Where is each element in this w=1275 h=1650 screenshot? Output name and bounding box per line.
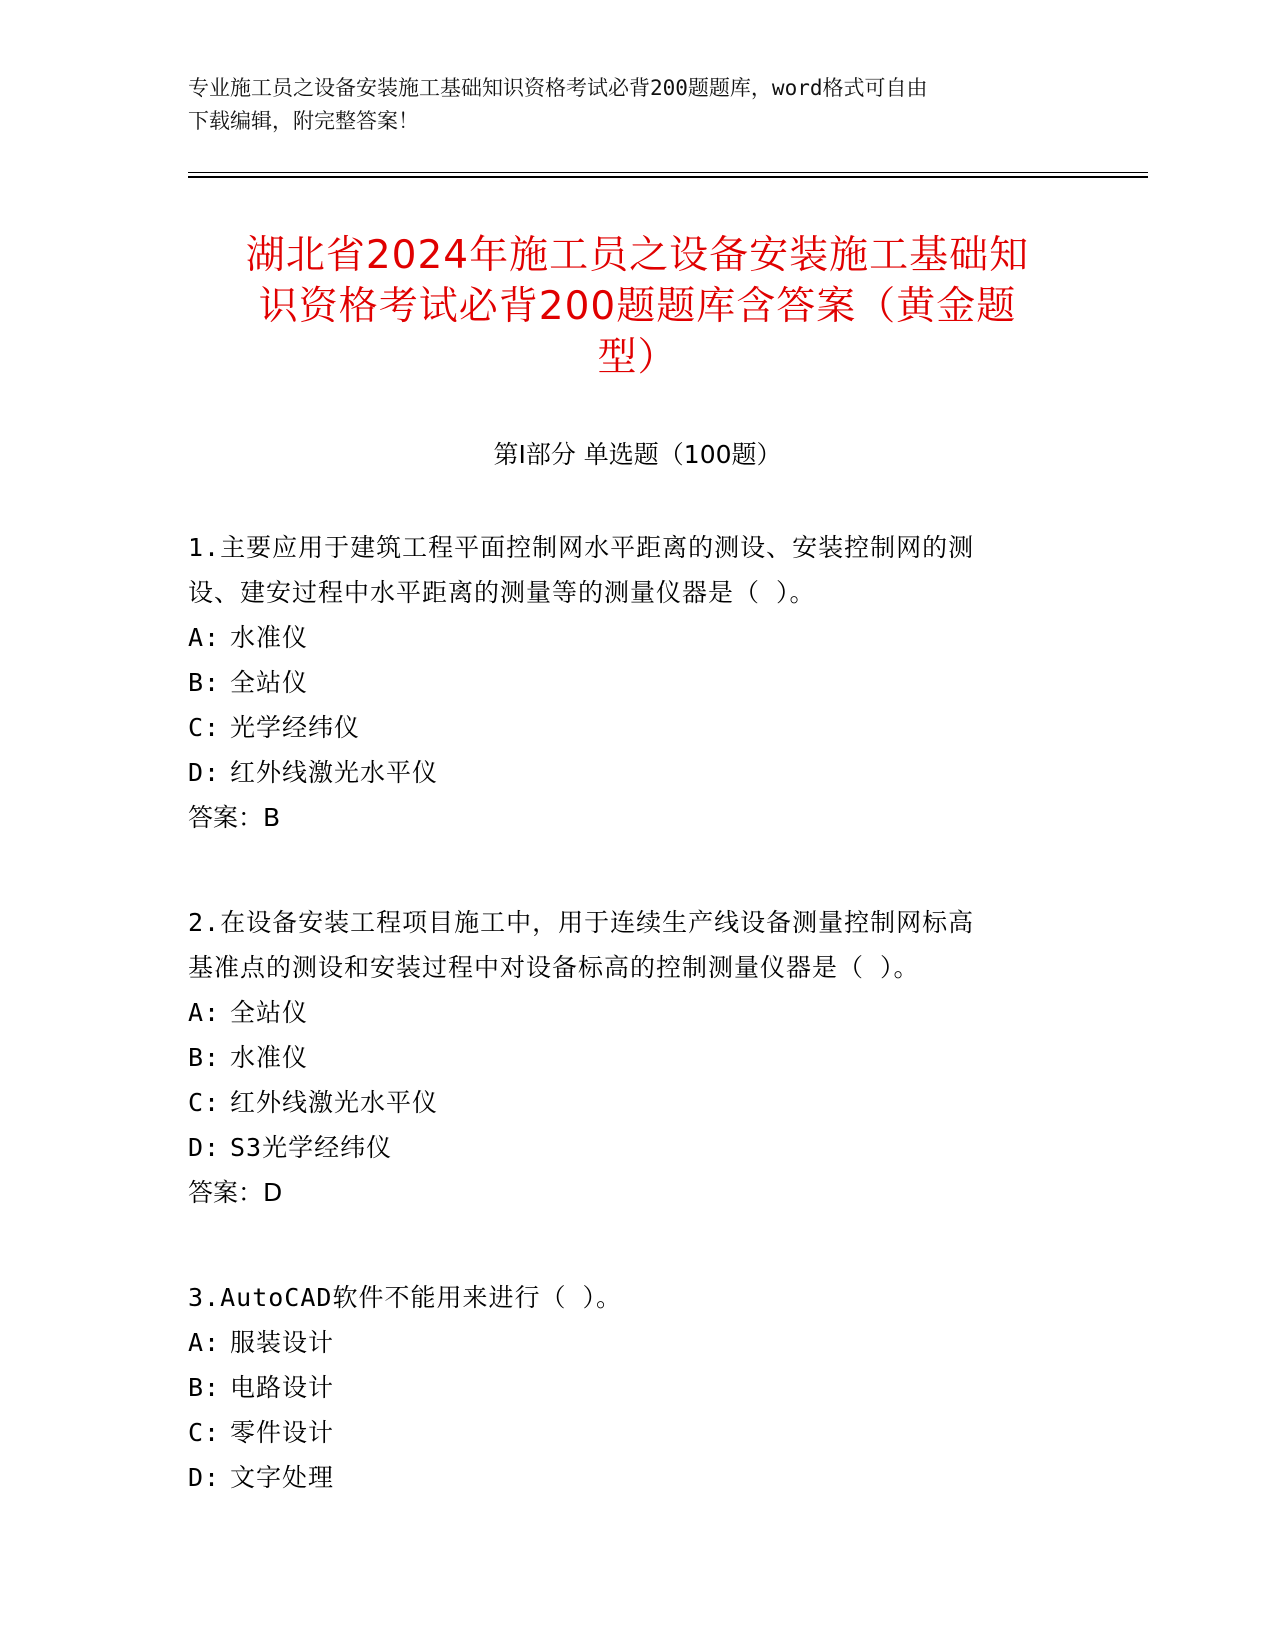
option-c [188,1080,1068,1125]
option-key: D: [188,1463,221,1492]
question-stem-line: 2.在设备安装工程项目施工中，用于连续生产线设备测量控制网标高 [188,908,975,937]
option-key: B: [188,1373,221,1402]
question-stem-line: 3.AutoCAD软件不能用来进行（ ）。 [188,1283,623,1312]
option-key: C: [188,1418,221,1447]
document-title [170,230,1105,383]
question-1 [188,525,1068,840]
answer-line: 答案：D [188,1178,283,1207]
header-divider-thick [188,176,1148,178]
option-key: D: [188,758,221,787]
answer-line: 答案：B [188,803,281,832]
option-d [188,1455,1068,1500]
option-text: 服装设计 [230,1328,335,1357]
question-2 [188,900,1068,1215]
option-key: A: [188,1328,221,1357]
option-text: 文字处理 [230,1463,335,1492]
option-d [188,1125,1068,1170]
title-line-2: 识资格考试必背200题题库含答案（黄金题 [258,284,1017,329]
option-b [188,1035,1068,1080]
option-key: C: [188,713,221,742]
option-key: A: [188,998,221,1027]
header-divider-thin [188,172,1148,173]
option-text: 红外线激光水平仪 [230,1088,439,1117]
option-b [188,1365,1068,1410]
option-c [188,1410,1068,1455]
header-note-line-2: 下载编辑，附完整答案！ [188,109,419,133]
option-key: C: [188,1088,221,1117]
option-key: A: [188,623,221,652]
header-note [188,72,1068,138]
option-key: B: [188,668,221,697]
option-text: 电路设计 [230,1373,335,1402]
option-a [188,990,1068,1035]
option-text: 零件设计 [230,1418,335,1447]
option-key: D: [188,1133,221,1162]
option-a [188,615,1068,660]
question-3 [188,1275,1068,1500]
title-line-1: 湖北省2024年施工员之设备安装施工基础知 [245,233,1030,278]
option-text: 水准仪 [230,623,309,652]
question-stem-line: 基准点的测设和安装过程中对设备标高的控制测量仪器是（ ）。 [188,953,920,982]
option-c [188,705,1068,750]
option-text: 全站仪 [230,998,309,1027]
option-text: 水准仪 [230,1043,309,1072]
question-list [188,525,1068,1560]
option-text: 红外线激光水平仪 [230,758,439,787]
header-note-line-1: 专业施工员之设备安装施工基础知识资格考试必背200题题库，word格式可自由 [188,76,928,100]
option-b [188,660,1068,705]
question-stem-line: 设、建安过程中水平距离的测量等的测量仪器是（ ）。 [188,578,816,607]
option-a [188,1320,1068,1365]
option-d [188,750,1068,795]
question-stem-line: 1.主要应用于建筑工程平面控制网水平距离的测设、安装控制网的测 [188,533,975,562]
section-heading: 第Ⅰ部分 单选题（100题） [493,440,782,469]
option-text: 全站仪 [230,668,309,697]
option-text: 光学经纬仪 [230,713,361,742]
title-line-3: 型） [597,335,678,380]
option-key: B: [188,1043,221,1072]
option-text: S3光学经纬仪 [230,1133,393,1162]
